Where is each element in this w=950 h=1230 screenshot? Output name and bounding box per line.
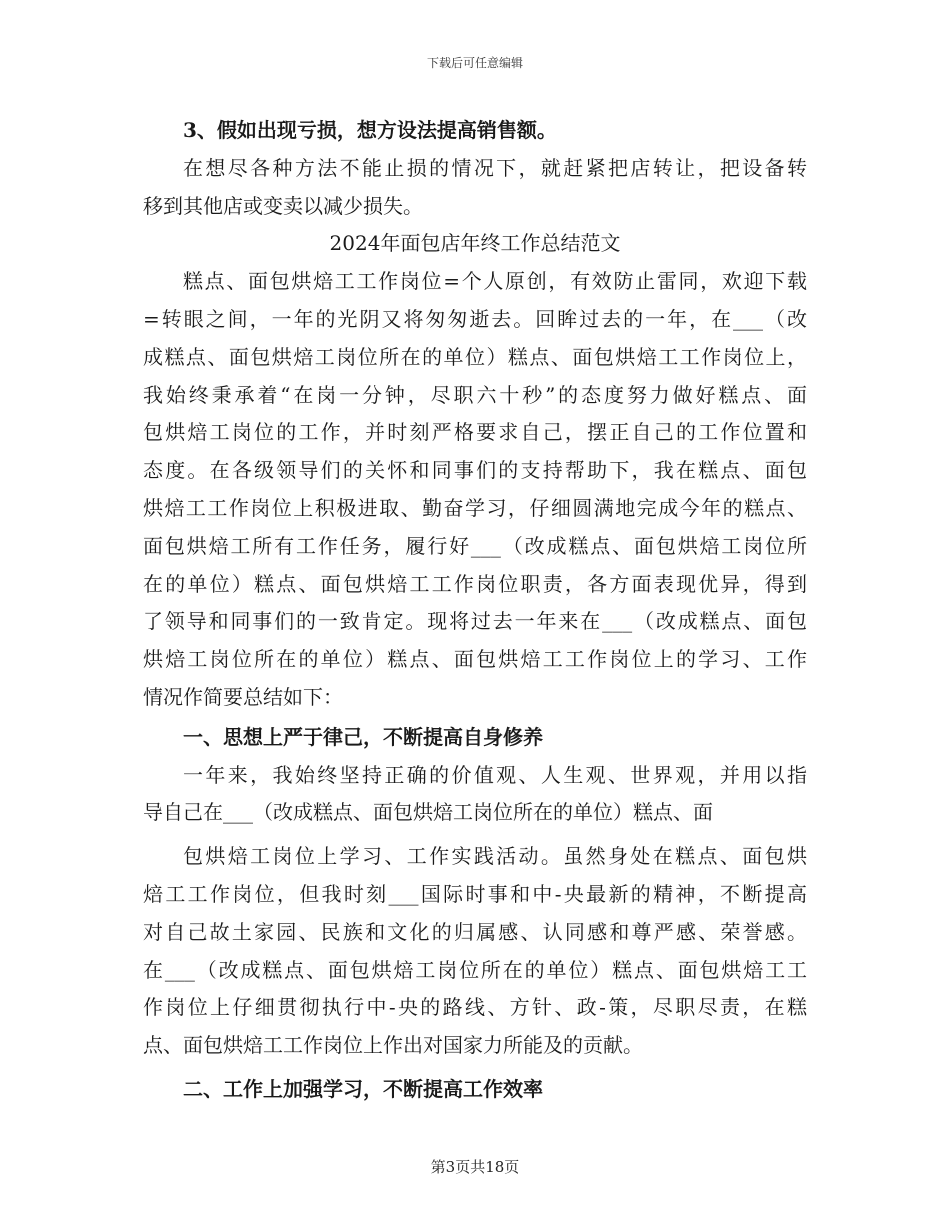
paragraph-line: 包烘焙工岗位的工作，并时刻严格要求自己，摆正自己的工作位置和 [143,420,807,445]
paragraph-line: 包烘焙工岗位上学习、工作实践活动。虽然身处在糕点、面包烘 [183,844,807,869]
section-heading-3: 3、假如出现亏损，想方设法提高销售额。 [183,118,557,142]
paragraph-line: 态度。在各级领导们的关怀和同事们的支持帮助下，我在糕点、面包 [143,458,807,483]
paragraph-line: =转眼之间，一年的光阴又将匆匆逝去。回眸过去的一年，在___（改 [143,306,807,331]
paragraph-line: 成糕点、面包烘焙工岗位所在的单位）糕点、面包烘焙工工作岗位上， [143,344,807,369]
paragraph-line: 一年来，我始终坚持正确的价值观、人生观、世界观，并用以指 [183,762,807,787]
paragraph-line: 面包烘焙工所有工作任务，履行好___（改成糕点、面包烘焙工岗位所 [143,533,807,558]
paragraph-line: 了领导和同事们的一致肯定。现将过去一年来在___（改成糕点、面包 [143,609,807,634]
document-body [143,112,807,1109]
paragraph-line: 焙工工作岗位，但我时刻___国际时事和中-央最新的精神，不断提高 [143,881,807,906]
paragraph-line: 烘焙工岗位所在的单位）糕点、面包烘焙工工作岗位上的学习、工作 [143,647,807,672]
paragraph-line: 情况作简要总结如下： [143,684,343,709]
paragraph-line: 在___（改成糕点、面包烘焙工岗位所在的单位）糕点、面包烘焙工工 [143,957,807,982]
section-heading-2: 二、工作上加强学习，不断提高工作效率 [183,1076,543,1101]
paragraph-line: 导自己在___（改成糕点、面包烘焙工岗位所在的单位）糕点、面 [143,800,713,825]
paragraph-line: 我始终秉承着“在岗一分钟，尽职六十秒”的态度努力做好糕点、面 [143,382,807,407]
paragraph-line: 对自己故土家园、民族和文化的归属感、认同感和尊严感、荣誉感。 [143,919,807,944]
paragraph-line: 糕点、面包烘焙工工作岗位=个人原创，有效防止雷同，欢迎下载 [183,269,807,294]
paragraph-line: 在的单位）糕点、面包烘焙工工作岗位职责，各方面表现优异，得到 [143,571,807,596]
paragraph-line: 作岗位上仔细贯彻执行中-央的路线、方针、政-策，尽职尽责，在糕 [143,995,807,1020]
paragraph-line: 烘焙工工作岗位上积极进取、勤奋学习，仔细圆满地完成今年的糕点、 [143,495,807,520]
paragraph-line: 移到其他店或变卖以减少损失。 [143,193,423,218]
section-heading-1: 一、思想上严于律己，不断提高自身修养 [183,724,543,749]
page-number: 第3页共18页 [430,1158,520,1176]
header-note: 下载后可任意编辑 [426,56,523,70]
paragraph-line: 点、面包烘焙工工作岗位上作出对国家力所能及的贡献。 [143,1033,643,1058]
paragraph-line: 在想尽各种方法不能止损的情况下，就赶紧把店转让，把设备转 [183,155,807,180]
article-title: 2024年面包店年终工作总结范文 [329,231,621,256]
